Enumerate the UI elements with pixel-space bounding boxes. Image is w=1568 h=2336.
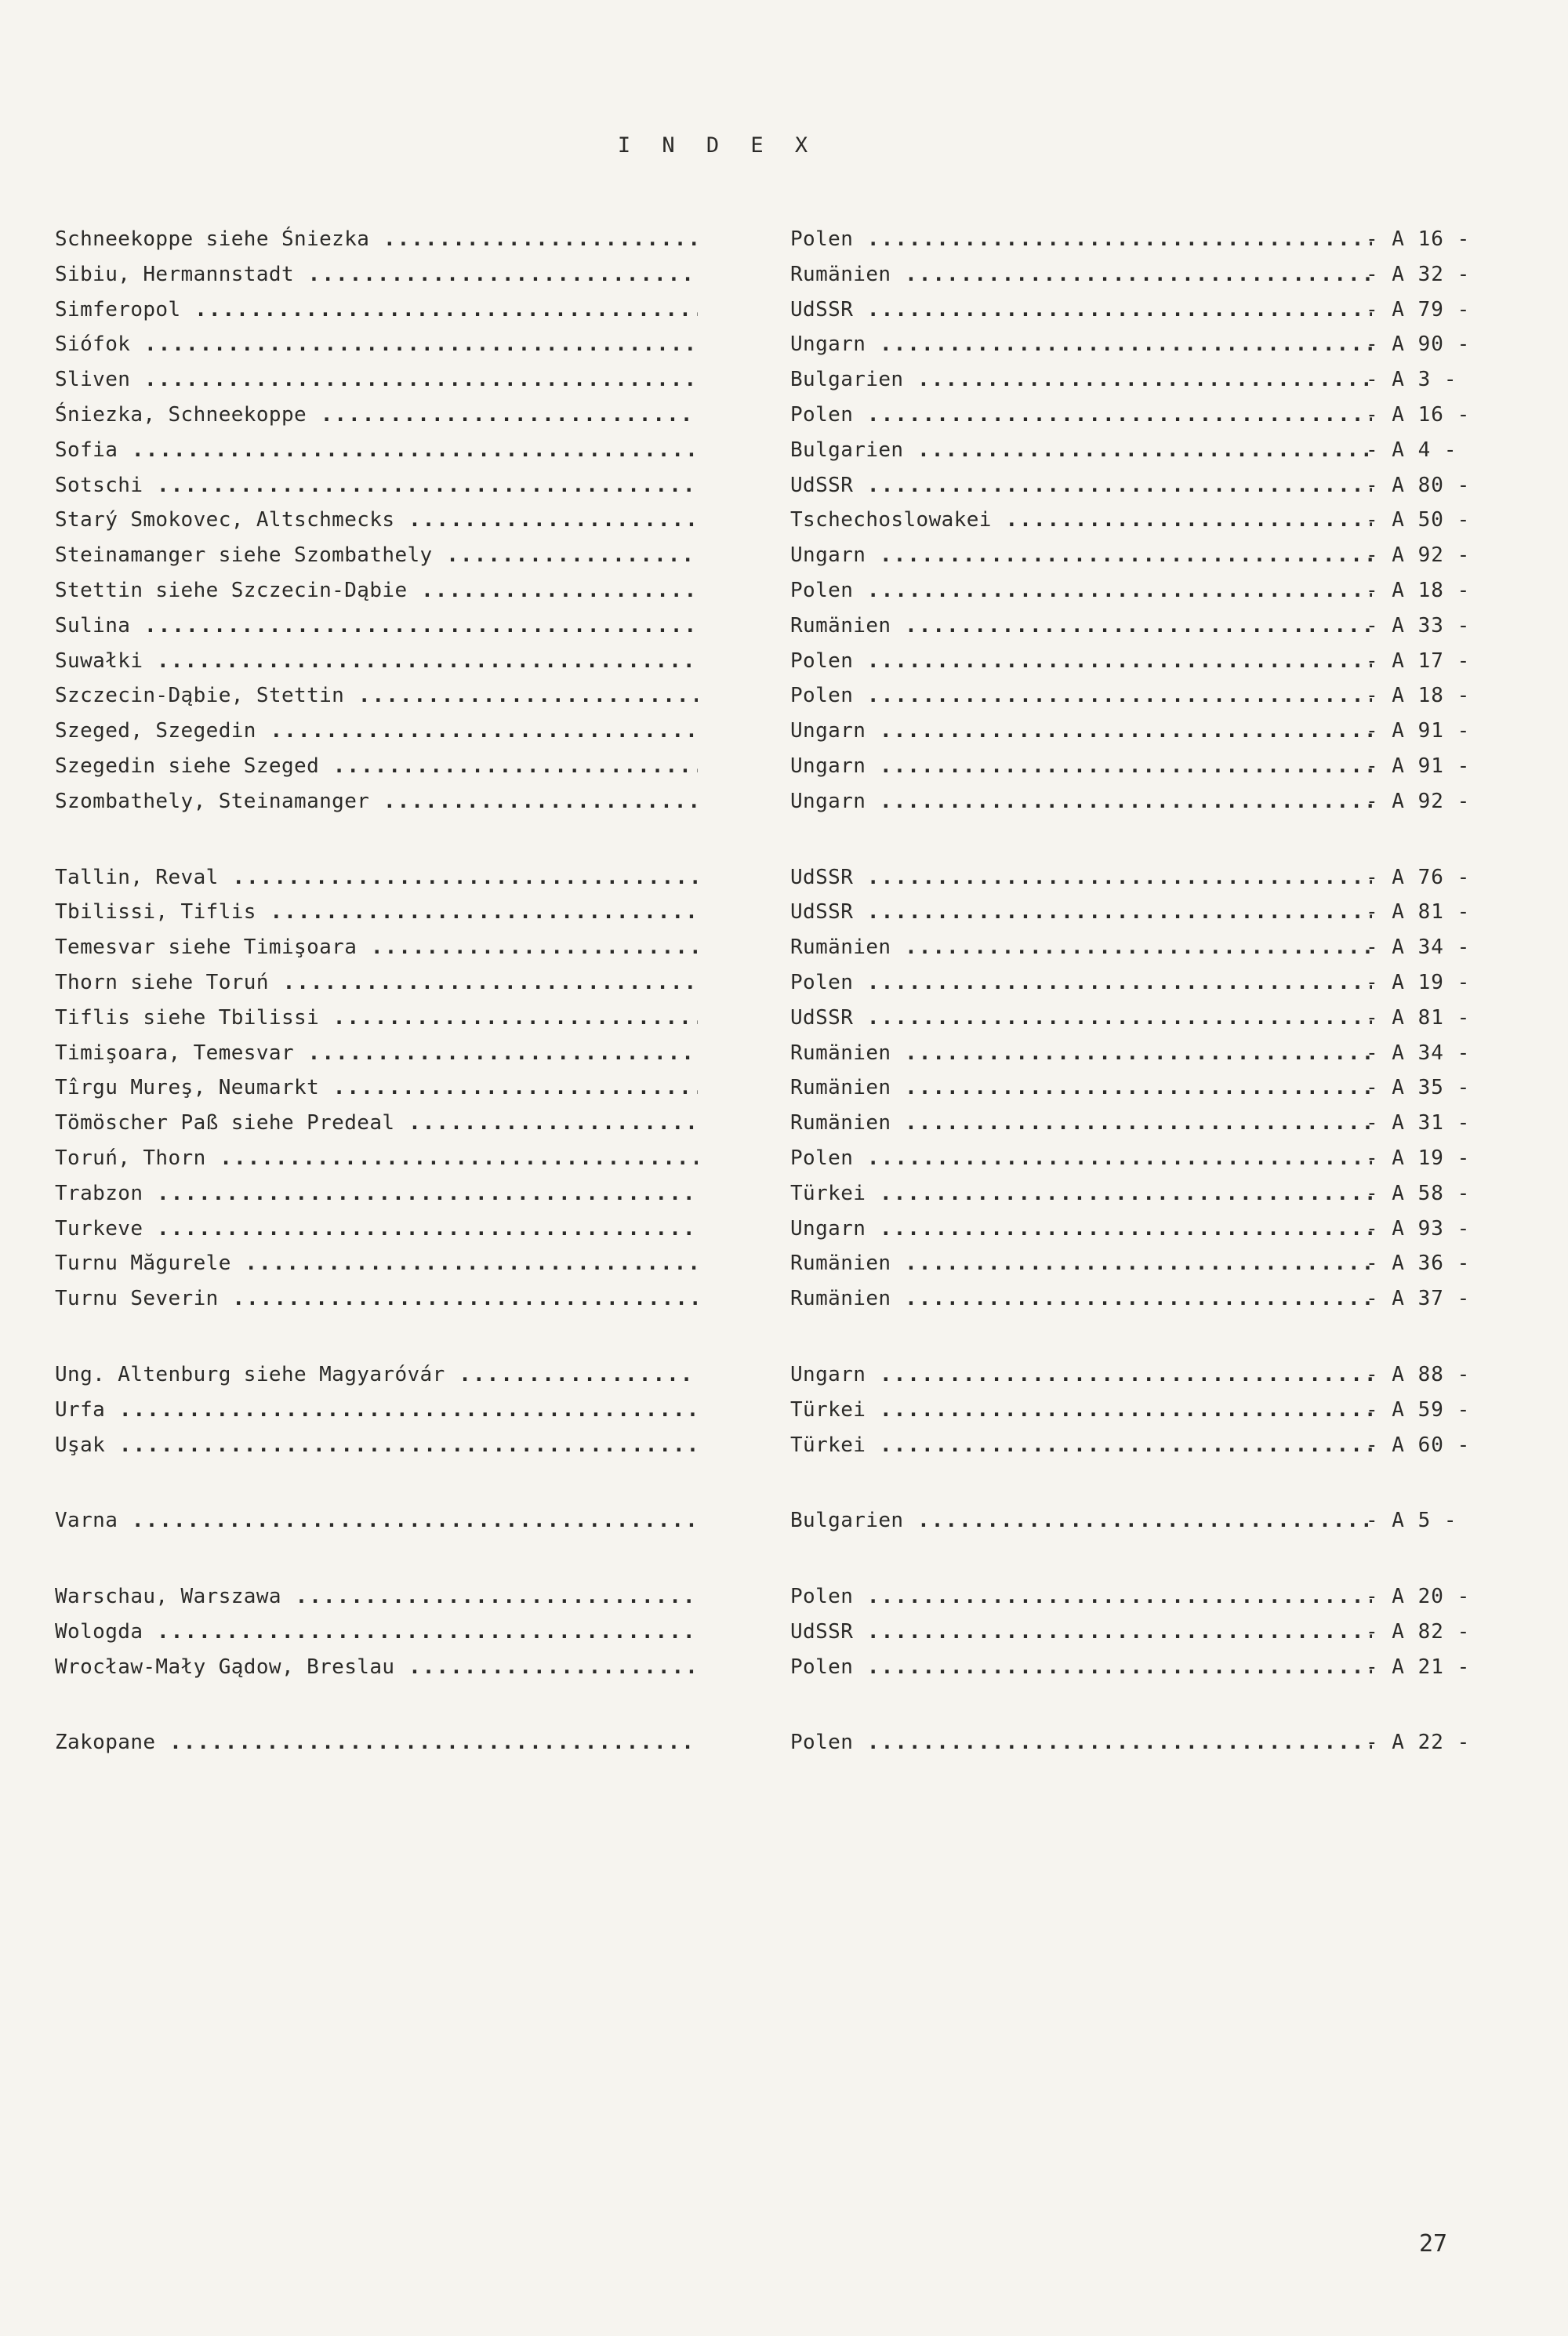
country-name: Polen ..... [790, 1650, 1372, 1685]
page-reference: - A 60 - [1366, 1433, 1471, 1457]
place-name: Thorn siehe Toruń ..... [55, 965, 698, 1001]
page-reference: - A 18 - [1366, 578, 1471, 602]
country-name: Türkei ..... [790, 1176, 1372, 1212]
place-name: Śniezka, Schneekoppe ..... [55, 398, 698, 433]
page-reference: - A 32 - [1366, 262, 1471, 286]
country-name: UdSSR ..... [790, 292, 1372, 328]
place-name: Szombathely, Steinamanger ..... [55, 784, 698, 819]
country-name: Ungarn ..... [790, 784, 1372, 819]
page-reference: - A 3 - [1366, 368, 1457, 392]
page-reference: - A 36 - [1366, 1252, 1471, 1276]
index-entry [55, 644, 1471, 679]
index-entry [55, 1176, 1471, 1212]
place-name: Turnu Măgurele ..... [55, 1246, 698, 1281]
place-name: Tîrgu Mureş, Neumarkt ..... [55, 1070, 698, 1106]
place-name: Siófok ..... [55, 327, 698, 362]
index-entry [55, 1212, 1471, 1247]
index-entry [55, 609, 1471, 644]
country-name: Ungarn ..... [790, 1212, 1372, 1247]
country-name: Rumänien ..... [790, 1036, 1372, 1071]
place-name: Starý Smokovec, Altschmecks ..... [55, 503, 698, 538]
place-name: Szeged, Szegedin ..... [55, 714, 698, 749]
index-entry [55, 222, 1471, 257]
place-name: Simferopol ..... [55, 292, 698, 328]
index-entry [55, 1725, 1471, 1760]
country-name: Rumänien ..... [790, 1070, 1372, 1106]
index-entry [55, 1036, 1471, 1071]
index-entry [55, 327, 1471, 362]
country-name: Ungarn ..... [790, 538, 1372, 573]
page-number: 27 [1419, 2230, 1448, 2258]
country-name: Polen ..... [790, 678, 1372, 714]
country-name: Bulgarien ..... [790, 1503, 1372, 1539]
page-reference: - A 79 - [1366, 297, 1471, 322]
place-name: Uşak ..... [55, 1428, 698, 1463]
page-reference: - A 76 - [1366, 865, 1471, 889]
country-name: Türkei ..... [790, 1393, 1372, 1428]
index-entry [55, 1246, 1471, 1281]
index-entry [55, 895, 1471, 930]
index-entry [55, 503, 1471, 538]
index-entry [55, 714, 1471, 749]
country-name: Polen ..... [790, 1579, 1372, 1615]
index-entry [55, 860, 1471, 896]
index-entry [55, 1615, 1471, 1650]
index-entry [55, 749, 1471, 784]
place-name: Tallin, Reval ..... [55, 860, 698, 896]
page-reference: - A 92 - [1366, 789, 1471, 813]
index-entry [55, 1579, 1471, 1615]
index-entry [55, 965, 1471, 1001]
index-entry [55, 573, 1471, 609]
country-name: UdSSR ..... [790, 1615, 1372, 1650]
place-name: Szczecin-Dąbie, Stettin ..... [55, 678, 698, 714]
index-entry [55, 433, 1457, 468]
country-name: Rumänien ..... [790, 1246, 1372, 1281]
country-name: Rumänien ..... [790, 1281, 1372, 1317]
page-reference: - A 81 - [1366, 900, 1471, 925]
page-reference: - A 34 - [1366, 1041, 1471, 1065]
place-name: Sulina ..... [55, 609, 698, 644]
place-name: Warschau, Warszawa ..... [55, 1579, 698, 1615]
page-reference: - A 91 - [1366, 754, 1471, 778]
place-name: Wologda ..... [55, 1615, 698, 1650]
place-name: Zakopane ..... [55, 1725, 698, 1760]
page-reference: - A 16 - [1366, 402, 1471, 427]
country-name: Polen ..... [790, 222, 1372, 257]
place-name: Szegedin siehe Szeged ..... [55, 749, 698, 784]
index-entry [55, 362, 1457, 398]
index-entry [55, 1106, 1471, 1141]
page-reference: - A 19 - [1366, 1146, 1471, 1170]
page-reference: - A 59 - [1366, 1397, 1471, 1422]
index-entry [55, 1393, 1471, 1428]
index-entry [55, 398, 1471, 433]
country-name: Ungarn ..... [790, 327, 1372, 362]
place-name: Suwałki ..... [55, 644, 698, 679]
page-reference: - A 81 - [1366, 1005, 1471, 1030]
page-reference: - A 20 - [1366, 1585, 1471, 1609]
page-reference: - A 35 - [1366, 1076, 1471, 1100]
place-name: Varna ..... [55, 1503, 698, 1539]
country-name: Türkei ..... [790, 1428, 1372, 1463]
index-entry [55, 1428, 1471, 1463]
page-title: I N D E X [617, 133, 818, 158]
place-name: Tbilissi, Tiflis ..... [55, 895, 698, 930]
place-name: Schneekoppe siehe Śniezka ..... [55, 222, 698, 257]
country-name: Bulgarien ..... [790, 362, 1372, 398]
country-name: Rumänien ..... [790, 1106, 1372, 1141]
page-reference: - A 21 - [1366, 1655, 1471, 1679]
page-reference: - A 16 - [1366, 227, 1471, 251]
index-entry [55, 784, 1471, 819]
place-name: Trabzon ..... [55, 1176, 698, 1212]
place-name: Sotschi ..... [55, 468, 698, 503]
page-reference: - A 91 - [1366, 719, 1471, 743]
page-reference: - A 33 - [1366, 613, 1471, 638]
index-entry [55, 1650, 1471, 1685]
country-name: UdSSR ..... [790, 860, 1372, 896]
place-name: Stettin siehe Szczecin-Dąbie ..... [55, 573, 698, 609]
country-name: Polen ..... [790, 1141, 1372, 1176]
index-entry [55, 1141, 1471, 1176]
page-reference: - A 50 - [1366, 508, 1471, 532]
index-entry [55, 468, 1471, 503]
index-entry [55, 1281, 1471, 1317]
page-reference: - A 80 - [1366, 473, 1471, 497]
page-reference: - A 31 - [1366, 1111, 1471, 1135]
page-reference: - A 18 - [1366, 684, 1471, 708]
group-separator [55, 1317, 1450, 1357]
country-name: Polen ..... [790, 398, 1372, 433]
index-entry [55, 292, 1471, 328]
place-name: Wrocław-Mały Gądow, Breslau ..... [55, 1650, 698, 1685]
index-entry [55, 1001, 1471, 1036]
group-separator [55, 1462, 1450, 1503]
group-separator [55, 819, 1450, 860]
index-entry [55, 257, 1471, 292]
country-name: Ungarn ..... [790, 1357, 1372, 1393]
place-name: Urfa ..... [55, 1393, 698, 1428]
country-name: Ungarn ..... [790, 749, 1372, 784]
page-reference: - A 5 - [1366, 1509, 1457, 1533]
country-name: Rumänien ..... [790, 257, 1372, 292]
place-name: Sofia ..... [55, 433, 698, 468]
place-name: Timişoara, Temesvar ..... [55, 1036, 698, 1071]
page-reference: - A 22 - [1366, 1731, 1471, 1755]
place-name: Tömöscher Paß siehe Predeal ..... [55, 1106, 698, 1141]
index-entry [55, 538, 1471, 573]
place-name: Steinamanger siehe Szombathely ..... [55, 538, 698, 573]
country-name: Polen ..... [790, 573, 1372, 609]
group-separator [55, 1539, 1450, 1579]
page-reference: - A 17 - [1366, 648, 1471, 673]
page-reference: - A 4 - [1366, 438, 1457, 462]
page-reference: - A 90 - [1366, 332, 1471, 357]
index-entry [55, 1503, 1457, 1539]
country-name: Rumänien ..... [790, 930, 1372, 965]
country-name: Polen ..... [790, 1725, 1372, 1760]
page-reference: - A 34 - [1366, 935, 1471, 960]
page-reference: - A 92 - [1366, 543, 1471, 568]
page-reference: - A 82 - [1366, 1619, 1471, 1644]
place-name: Turnu Severin ..... [55, 1281, 698, 1317]
country-name: Polen ..... [790, 965, 1372, 1001]
place-name: Toruń, Thorn ..... [55, 1141, 698, 1176]
country-name: Polen ..... [790, 644, 1372, 679]
place-name: Sliven ..... [55, 362, 698, 398]
country-name: Ungarn ..... [790, 714, 1372, 749]
place-name: Turkeve ..... [55, 1212, 698, 1247]
page-reference: - A 88 - [1366, 1362, 1471, 1386]
place-name: Sibiu, Hermannstadt ..... [55, 257, 698, 292]
country-name: UdSSR ..... [790, 1001, 1372, 1036]
place-name: Temesvar siehe Timişoara ..... [55, 930, 698, 965]
index-entry [55, 1070, 1471, 1106]
country-name: UdSSR ..... [790, 468, 1372, 503]
index-entry [55, 1357, 1471, 1393]
country-name: UdSSR ..... [790, 895, 1372, 930]
country-name: Rumänien ..... [790, 609, 1372, 644]
country-name: Tschechoslowakei ..... [790, 503, 1372, 538]
page-reference: - A 93 - [1366, 1216, 1471, 1241]
index-list [55, 222, 1471, 1760]
page-reference: - A 58 - [1366, 1181, 1471, 1205]
page-reference: - A 19 - [1366, 970, 1471, 994]
index-entry [55, 678, 1471, 714]
index-entry [55, 930, 1471, 965]
place-name: Tiflis siehe Tbilissi ..... [55, 1001, 698, 1036]
page-reference: - A 37 - [1366, 1287, 1471, 1311]
place-name: Ung. Altenburg siehe Magyaróvár ..... [55, 1357, 698, 1393]
country-name: Bulgarien ..... [790, 433, 1372, 468]
group-separator [55, 1684, 1450, 1725]
